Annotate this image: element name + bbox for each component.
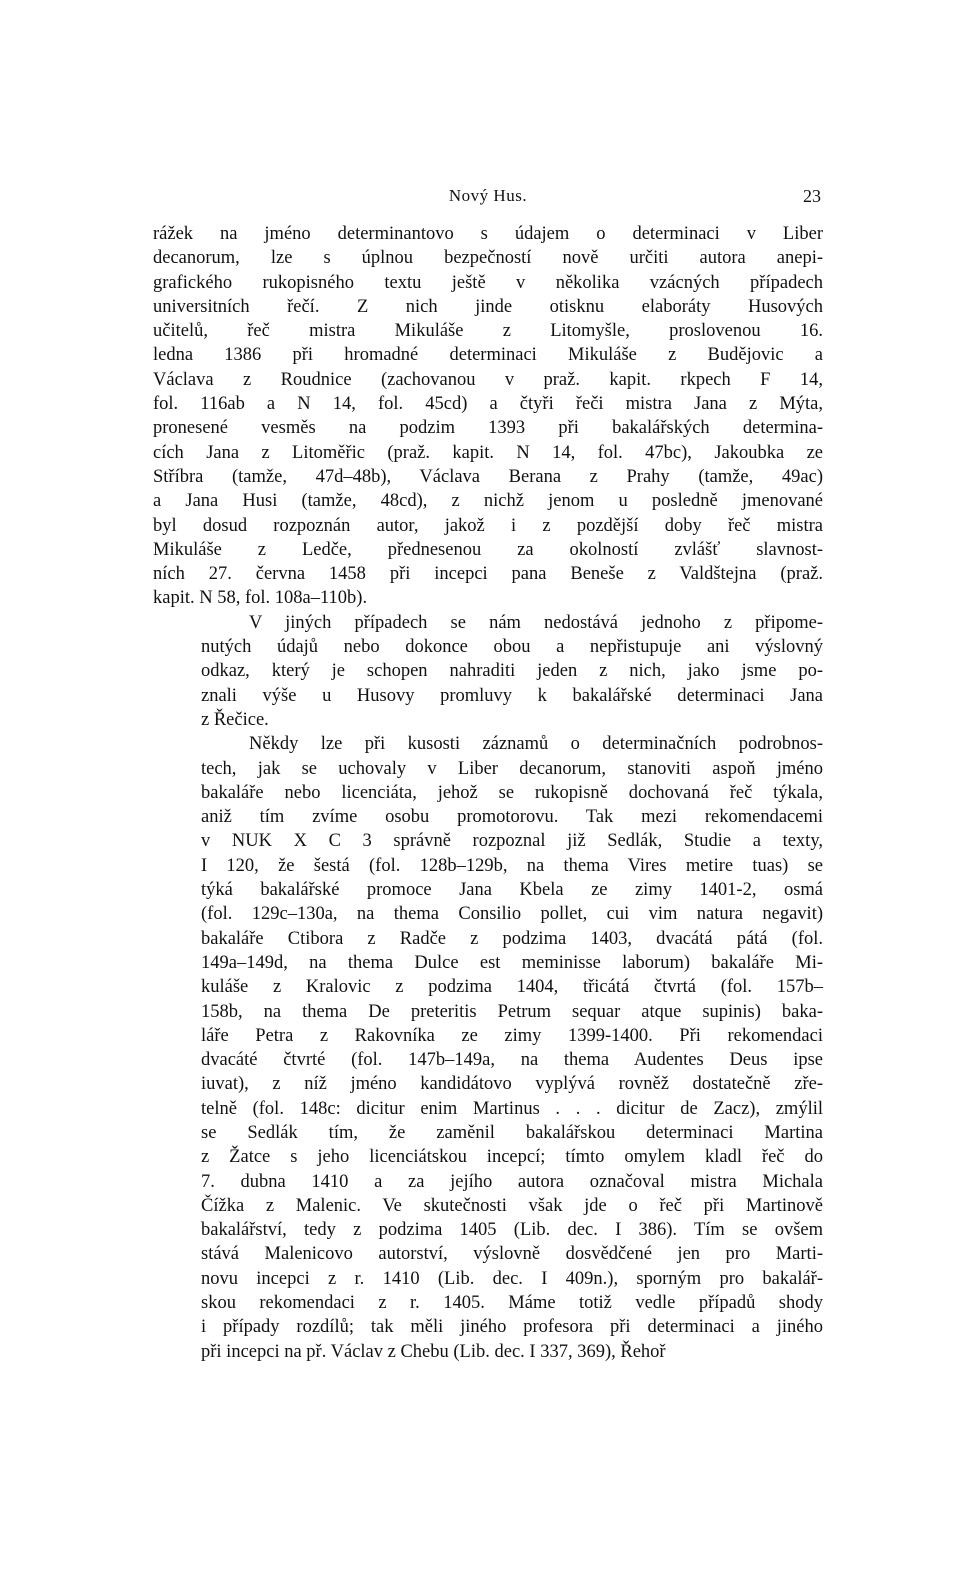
page-number: 23 — [803, 186, 821, 206]
text-line: láře Petra z Rakovníka ze zimy 1399-1400. Při rekomendaci — [201, 1025, 823, 1046]
text-line: ledna 1386 při hromadné determinaci Mikuláše z Budějovic a — [153, 345, 823, 366]
text-line: V jiných případech se nám nedostává jednoho z připome- — [249, 612, 823, 633]
text-line: kuláše z Kralovic z podzima 1404, třicátá čtvrtá (fol. 157b– — [201, 977, 823, 998]
text-line: aniž tím zvíme osobu promotorovu. Tak mezi rekomendacemi — [201, 807, 823, 828]
text-line: učitelů, řeč mistra Mikuláše z Litomyšle, proslovenou 16. — [153, 321, 823, 342]
running-title: Nový Hus. — [448, 186, 528, 205]
text-line: I 120, že šestá (fol. 128b–129b, na thema Vires metire tuas) se — [201, 855, 823, 876]
paragraph-3 — [153, 732, 823, 1364]
text-line: dvacáté čtvrté (fol. 147b–149a, na thema Audentes Deus ipse — [201, 1050, 823, 1071]
text-line: Někdy lze při kusosti záznamů o determinačních podrobnos- — [249, 734, 823, 755]
text-line: telně (fol. 148c: dicitur enim Martinus . . . dicitur de Zacz), zmýlil — [201, 1098, 823, 1119]
text-line: a Jana Husi (tamže, 48cd), z nichž jenom u posledně jmenované — [153, 491, 823, 512]
text-line: Václava z Roudnice (zachovanou v praž. kapit. rkpech F 14, — [153, 369, 823, 390]
text-line: (fol. 129c–130a, na thema Consilio pollet, cui vim natura negavit) — [201, 904, 823, 925]
book-page — [153, 186, 823, 1364]
text-line: znali výše u Husovy promluvy k bakalářské determinaci Jana — [201, 685, 823, 706]
text-line: Mikuláše z Ledče, přednesenou za okolností zvlášť slavnost- — [153, 539, 823, 560]
text-line: bakalářství, tedy z podzima 1405 (Lib. dec. I 386). Tím se ovšem — [201, 1220, 823, 1241]
text-line: 158b, na thema De preteritis Petrum sequar atque supinis) baka- — [201, 1001, 823, 1022]
paragraph-2 — [153, 611, 823, 732]
paragraph-1 — [153, 222, 823, 611]
text-line: ních 27. června 1458 při incepci pana Beneše z Valdštejna (praž. — [153, 564, 823, 585]
text-line: bakaláře Ctibora z Radče z podzima 1403, dvacátá pátá (fol. — [201, 928, 823, 949]
page-header — [153, 186, 823, 218]
text-line: universitních řečí. Z nich jinde otisknu elaboráty Husových — [153, 296, 823, 317]
text-line: grafického rukopisného textu ještě v několika vzácných případech — [153, 272, 823, 293]
text-line: z Žatce s jeho licenciátskou incepcí; tímto omylem kladl řeč do — [201, 1147, 823, 1168]
text-line: tech, jak se uchovaly v Liber decanorum, stanoviti aspoň jméno — [201, 758, 823, 779]
text-line: i případy rozdílů; tak měli jiného profesora při determinaci a jiného — [201, 1317, 823, 1338]
text-line: rážek na jméno determinantovo s údajem o determinaci v Liber — [153, 224, 823, 244]
text-line: decanorum, lze s úplnou bezpečností nově určiti autora anepi- — [153, 248, 823, 269]
text-line: Stříbra (tamže, 47d–48b), Václava Berana z Prahy (tamže, 49ac) — [153, 466, 823, 487]
text-line: týká bakalářské promoce Jana Kbela ze zimy 1401-2, osmá — [201, 880, 823, 901]
text-line: fol. 116ab a N 14, fol. 45cd) a čtyři řeči mistra Jana z Mýta, — [153, 394, 823, 415]
text-line: se Sedlák tím, že zaměnil bakalářskou determinaci Martina — [201, 1122, 823, 1143]
body-text — [153, 222, 823, 1364]
text-line: nutých údajů nebo dokonce obou a nepřistupuje ani výslovný — [201, 637, 823, 658]
text-line: 7. dubna 1410 a za jejího autora označoval mistra Michala — [201, 1171, 823, 1192]
text-line: cích Jana z Litoměřic (praž. kapit. N 14, fol. 47bc), Jakoubka ze — [153, 442, 823, 463]
text-line: iuvat), z níž jméno kandidátovo vyplývá rovněž dostatečně zře- — [201, 1074, 823, 1095]
text-line: skou rekomendaci z r. 1405. Máme totiž vedle případů shody — [201, 1293, 823, 1314]
text-line: v NUK X C 3 správně rozpoznal již Sedlák, Studie a texty, — [201, 831, 823, 852]
text-line: stává Malenicovo autorství, výslovně dosvědčené jen pro Marti- — [201, 1244, 823, 1265]
text-line: novu incepci z r. 1410 (Lib. dec. I 409n.), sporným pro bakalář- — [201, 1268, 823, 1289]
text-line: z Řečice. — [201, 709, 269, 730]
text-line: pronesené vesměs na podzim 1393 při bakalářských determina- — [153, 418, 823, 439]
text-line: 149a–149d, na thema Dulce est meminisse laborum) bakaláře Mi- — [201, 952, 823, 973]
text-line: kapit. N 58, fol. 108a–110b). — [153, 588, 368, 609]
text-line: při incepci na př. Václav z Chebu (Lib. dec. I 337, 369), Řehoř — [201, 1341, 666, 1362]
text-line: odkaz, který je schopen nahraditi jeden z nich, jako jsme po- — [201, 661, 823, 682]
text-line: byl dosud rozpoznán autor, jakož i z pozdější doby řeč mistra — [153, 515, 823, 536]
text-line: bakaláře nebo licenciáta, jehož se rukopisně dochovaná řeč týkala, — [201, 782, 823, 803]
text-line: Čížka z Malenic. Ve skutečnosti však jde o řeč při Martinově — [201, 1195, 823, 1216]
